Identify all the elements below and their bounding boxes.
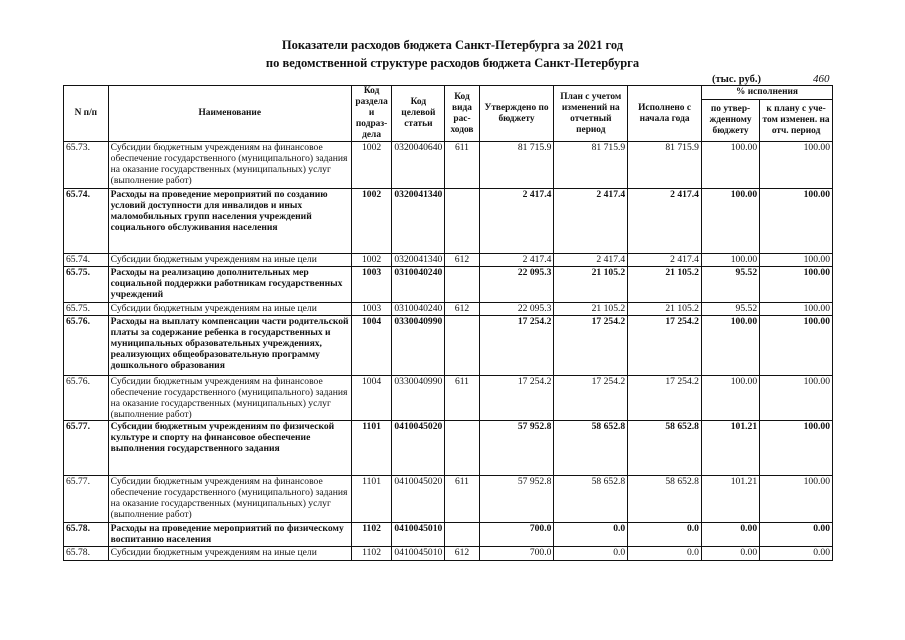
header-executed: Исполнено с начала года [628, 86, 702, 142]
row-pct-plan-cell: 0.00 [760, 547, 833, 561]
row-executed-cell: 58 652.8 [628, 421, 702, 476]
table-row [64, 142, 833, 189]
row-expense-type-cell [445, 421, 479, 476]
row-pct-approved-cell: 95.52 [701, 303, 759, 316]
row-target-code-cell: 0410045010 [392, 523, 445, 547]
row-expense-type-cell: 612 [445, 254, 479, 267]
header-target-code: Код целевой статьи [392, 86, 445, 142]
report-title-line-1: Показатели расходов бюджета Санкт-Петербурга за 2021 год [281, 38, 624, 52]
row-executed-cell: 58 652.8 [628, 476, 702, 523]
row-plan-cell: 21 105.2 [554, 303, 628, 316]
row-plan-cell: 2 417.4 [554, 189, 628, 254]
row-expense-type-cell: 611 [445, 142, 479, 189]
table-row [64, 476, 833, 523]
row-target-code-cell: 0310040240 [392, 303, 445, 316]
row-section-code-cell: 1002 [351, 254, 392, 267]
row-approved-cell: 17 254.2 [479, 376, 554, 421]
row-executed-cell: 21 105.2 [628, 267, 702, 303]
row-name-cell: Расходы на проведение мероприятий по созданию условий доступности для инвалидов и иных маломобильных групп населения учреждений социального обслуживания населения [108, 189, 351, 254]
row-approved-cell: 17 254.2 [479, 316, 554, 376]
row-number-cell: 65.76. [64, 376, 109, 421]
row-name-cell: Субсидии бюджетным учреждениям на иные цели [108, 547, 351, 561]
row-plan-cell: 21 105.2 [554, 267, 628, 303]
row-target-code-cell: 0410045010 [392, 547, 445, 561]
header-section-code: Код раздела и подраз-дела [351, 86, 392, 142]
row-executed-cell: 17 254.2 [628, 316, 702, 376]
header-approved: Утверждено по бюджету [479, 86, 554, 142]
row-plan-cell: 81 715.9 [554, 142, 628, 189]
row-number-cell: 65.78. [64, 547, 109, 561]
row-number-cell: 65.75. [64, 303, 109, 316]
row-name-cell: Субсидии бюджетным учреждениям на иные цели [108, 303, 351, 316]
row-pct-plan-cell: 100.00 [760, 316, 833, 376]
row-pct-approved-cell: 95.52 [701, 267, 759, 303]
row-expense-type-cell: 611 [445, 476, 479, 523]
header-name: Наименование [108, 86, 351, 142]
row-plan-cell: 2 417.4 [554, 254, 628, 267]
row-name-cell: Расходы на реализацию дополнительных мер социальной поддержки работникам государственных учреждений [108, 267, 351, 303]
row-name-cell: Субсидии бюджетным учреждениям на финансовое обеспечение государственного (муниципального) задания на оказание государственных (муниципальных) услуг (выполнение работ) [108, 142, 351, 189]
row-pct-approved-cell: 101.21 [701, 421, 759, 476]
row-pct-plan-cell: 0.00 [760, 523, 833, 547]
row-name-cell: Расходы на проведение мероприятий по физическому воспитанию населения [108, 523, 351, 547]
row-expense-type-cell: 612 [445, 547, 479, 561]
table-row [64, 254, 833, 267]
table-row [64, 523, 833, 547]
row-target-code-cell: 0320041340 [392, 189, 445, 254]
table-row [64, 267, 833, 303]
table-row [64, 376, 833, 421]
row-target-code-cell: 0310040240 [392, 267, 445, 303]
row-section-code-cell: 1002 [351, 142, 392, 189]
row-plan-cell: 58 652.8 [554, 421, 628, 476]
row-expense-type-cell: 612 [445, 303, 479, 316]
row-plan-cell: 58 652.8 [554, 476, 628, 523]
row-number-cell: 65.74. [64, 254, 109, 267]
row-approved-cell: 57 952.8 [479, 421, 554, 476]
row-number-cell: 65.75. [64, 267, 109, 303]
row-section-code-cell: 1003 [351, 267, 392, 303]
header-plan: План с учетом изменений на отчетный период [554, 86, 628, 142]
row-section-code-cell: 1002 [351, 189, 392, 254]
row-number-cell: 65.78. [64, 523, 109, 547]
row-number-cell: 65.76. [64, 316, 109, 376]
table-row [64, 316, 833, 376]
row-approved-cell: 22 095.3 [479, 267, 554, 303]
row-target-code-cell: 0320041340 [392, 254, 445, 267]
row-pct-plan-cell: 100.00 [760, 421, 833, 476]
row-pct-plan-cell: 100.00 [760, 376, 833, 421]
row-executed-cell: 81 715.9 [628, 142, 702, 189]
row-name-cell: Субсидии бюджетным учреждениям на иные цели [108, 254, 351, 267]
row-plan-cell: 0.0 [554, 547, 628, 561]
row-approved-cell: 700.0 [479, 523, 554, 547]
row-target-code-cell: 0320040640 [392, 142, 445, 189]
row-expense-type-cell: 611 [445, 376, 479, 421]
row-name-cell: Субсидии бюджетным учреждениям по физической культуре и спорту на финансовое обеспечение выполнения государственного задания [108, 421, 351, 476]
row-name-cell: Субсидии бюджетным учреждениям на финансовое обеспечение государственного (муниципального) задания на оказание государственных (муниципальных) услуг (выполнение работ) [108, 376, 351, 421]
row-executed-cell: 2 417.4 [628, 189, 702, 254]
table-body [64, 142, 833, 561]
row-expense-type-cell [445, 316, 479, 376]
row-approved-cell: 700.0 [479, 547, 554, 561]
row-number-cell: 65.74. [64, 189, 109, 254]
row-section-code-cell: 1101 [351, 421, 392, 476]
row-approved-cell: 2 417.4 [479, 254, 554, 267]
row-plan-cell: 17 254.2 [554, 376, 628, 421]
row-section-code-cell: 1102 [351, 523, 392, 547]
row-pct-plan-cell: 100.00 [760, 476, 833, 523]
row-expense-type-cell [445, 523, 479, 547]
row-number-cell: 65.77. [64, 421, 109, 476]
row-approved-cell: 57 952.8 [479, 476, 554, 523]
row-expense-type-cell [445, 267, 479, 303]
report-title-line-2: по ведомственной структуре расходов бюджета Санкт-Петербурга [265, 56, 640, 70]
header-pct-group: % исполнения [701, 86, 832, 100]
row-executed-cell: 0.0 [628, 547, 702, 561]
row-pct-approved-cell: 101.21 [701, 476, 759, 523]
row-approved-cell: 2 417.4 [479, 189, 554, 254]
header-expense-type-code: Код вида рас-ходов [445, 86, 479, 142]
row-pct-approved-cell: 100.00 [701, 189, 759, 254]
row-pct-approved-cell: 100.00 [701, 142, 759, 189]
row-approved-cell: 22 095.3 [479, 303, 554, 316]
row-target-code-cell: 0330040990 [392, 376, 445, 421]
row-target-code-cell: 0410045020 [392, 421, 445, 476]
row-section-code-cell: 1003 [351, 303, 392, 316]
table-row [64, 189, 833, 254]
row-pct-plan-cell: 100.00 [760, 189, 833, 254]
row-section-code-cell: 1101 [351, 476, 392, 523]
row-pct-plan-cell: 100.00 [760, 142, 833, 189]
row-pct-plan-cell: 100.00 [760, 254, 833, 267]
row-pct-plan-cell: 100.00 [760, 267, 833, 303]
row-target-code-cell: 0410045020 [392, 476, 445, 523]
row-approved-cell: 81 715.9 [479, 142, 554, 189]
row-section-code-cell: 1004 [351, 316, 392, 376]
row-number-cell: 65.73. [64, 142, 109, 189]
table-row [64, 303, 833, 316]
units-label: (тыс. руб.) [712, 74, 761, 85]
row-section-code-cell: 1004 [351, 376, 392, 421]
row-number-cell: 65.77. [64, 476, 109, 523]
row-pct-approved-cell: 0.00 [701, 547, 759, 561]
row-name-cell: Субсидии бюджетным учреждениям на финансовое обеспечение государственного (муниципального) задания на оказание государственных (муниципальных) услуг (выполнение работ) [108, 476, 351, 523]
page-number: 460 [813, 73, 830, 85]
row-pct-plan-cell: 100.00 [760, 303, 833, 316]
row-target-code-cell: 0330040990 [392, 316, 445, 376]
header-num: N п/п [64, 86, 109, 142]
row-pct-approved-cell: 100.00 [701, 254, 759, 267]
row-plan-cell: 0.0 [554, 523, 628, 547]
row-plan-cell: 17 254.2 [554, 316, 628, 376]
header-pct-approved: по утвер-жденному бюджету [701, 99, 759, 141]
row-pct-approved-cell: 100.00 [701, 316, 759, 376]
row-executed-cell: 0.0 [628, 523, 702, 547]
expenditure-table [63, 85, 833, 561]
row-executed-cell: 2 417.4 [628, 254, 702, 267]
row-pct-approved-cell: 0.00 [701, 523, 759, 547]
row-executed-cell: 21 105.2 [628, 303, 702, 316]
row-section-code-cell: 1102 [351, 547, 392, 561]
header-pct-plan: к плану с уче-том изменен. на отч. период [760, 99, 833, 141]
table-row [64, 547, 833, 561]
row-executed-cell: 17 254.2 [628, 376, 702, 421]
row-expense-type-cell [445, 189, 479, 254]
row-pct-approved-cell: 100.00 [701, 376, 759, 421]
row-name-cell: Расходы на выплату компенсации части родительской платы за содержание ребенка в государственных и муниципальных образовательных учреждениях, реализующих общеобразовательную программу дошкольного образования [108, 316, 351, 376]
table-row [64, 421, 833, 476]
